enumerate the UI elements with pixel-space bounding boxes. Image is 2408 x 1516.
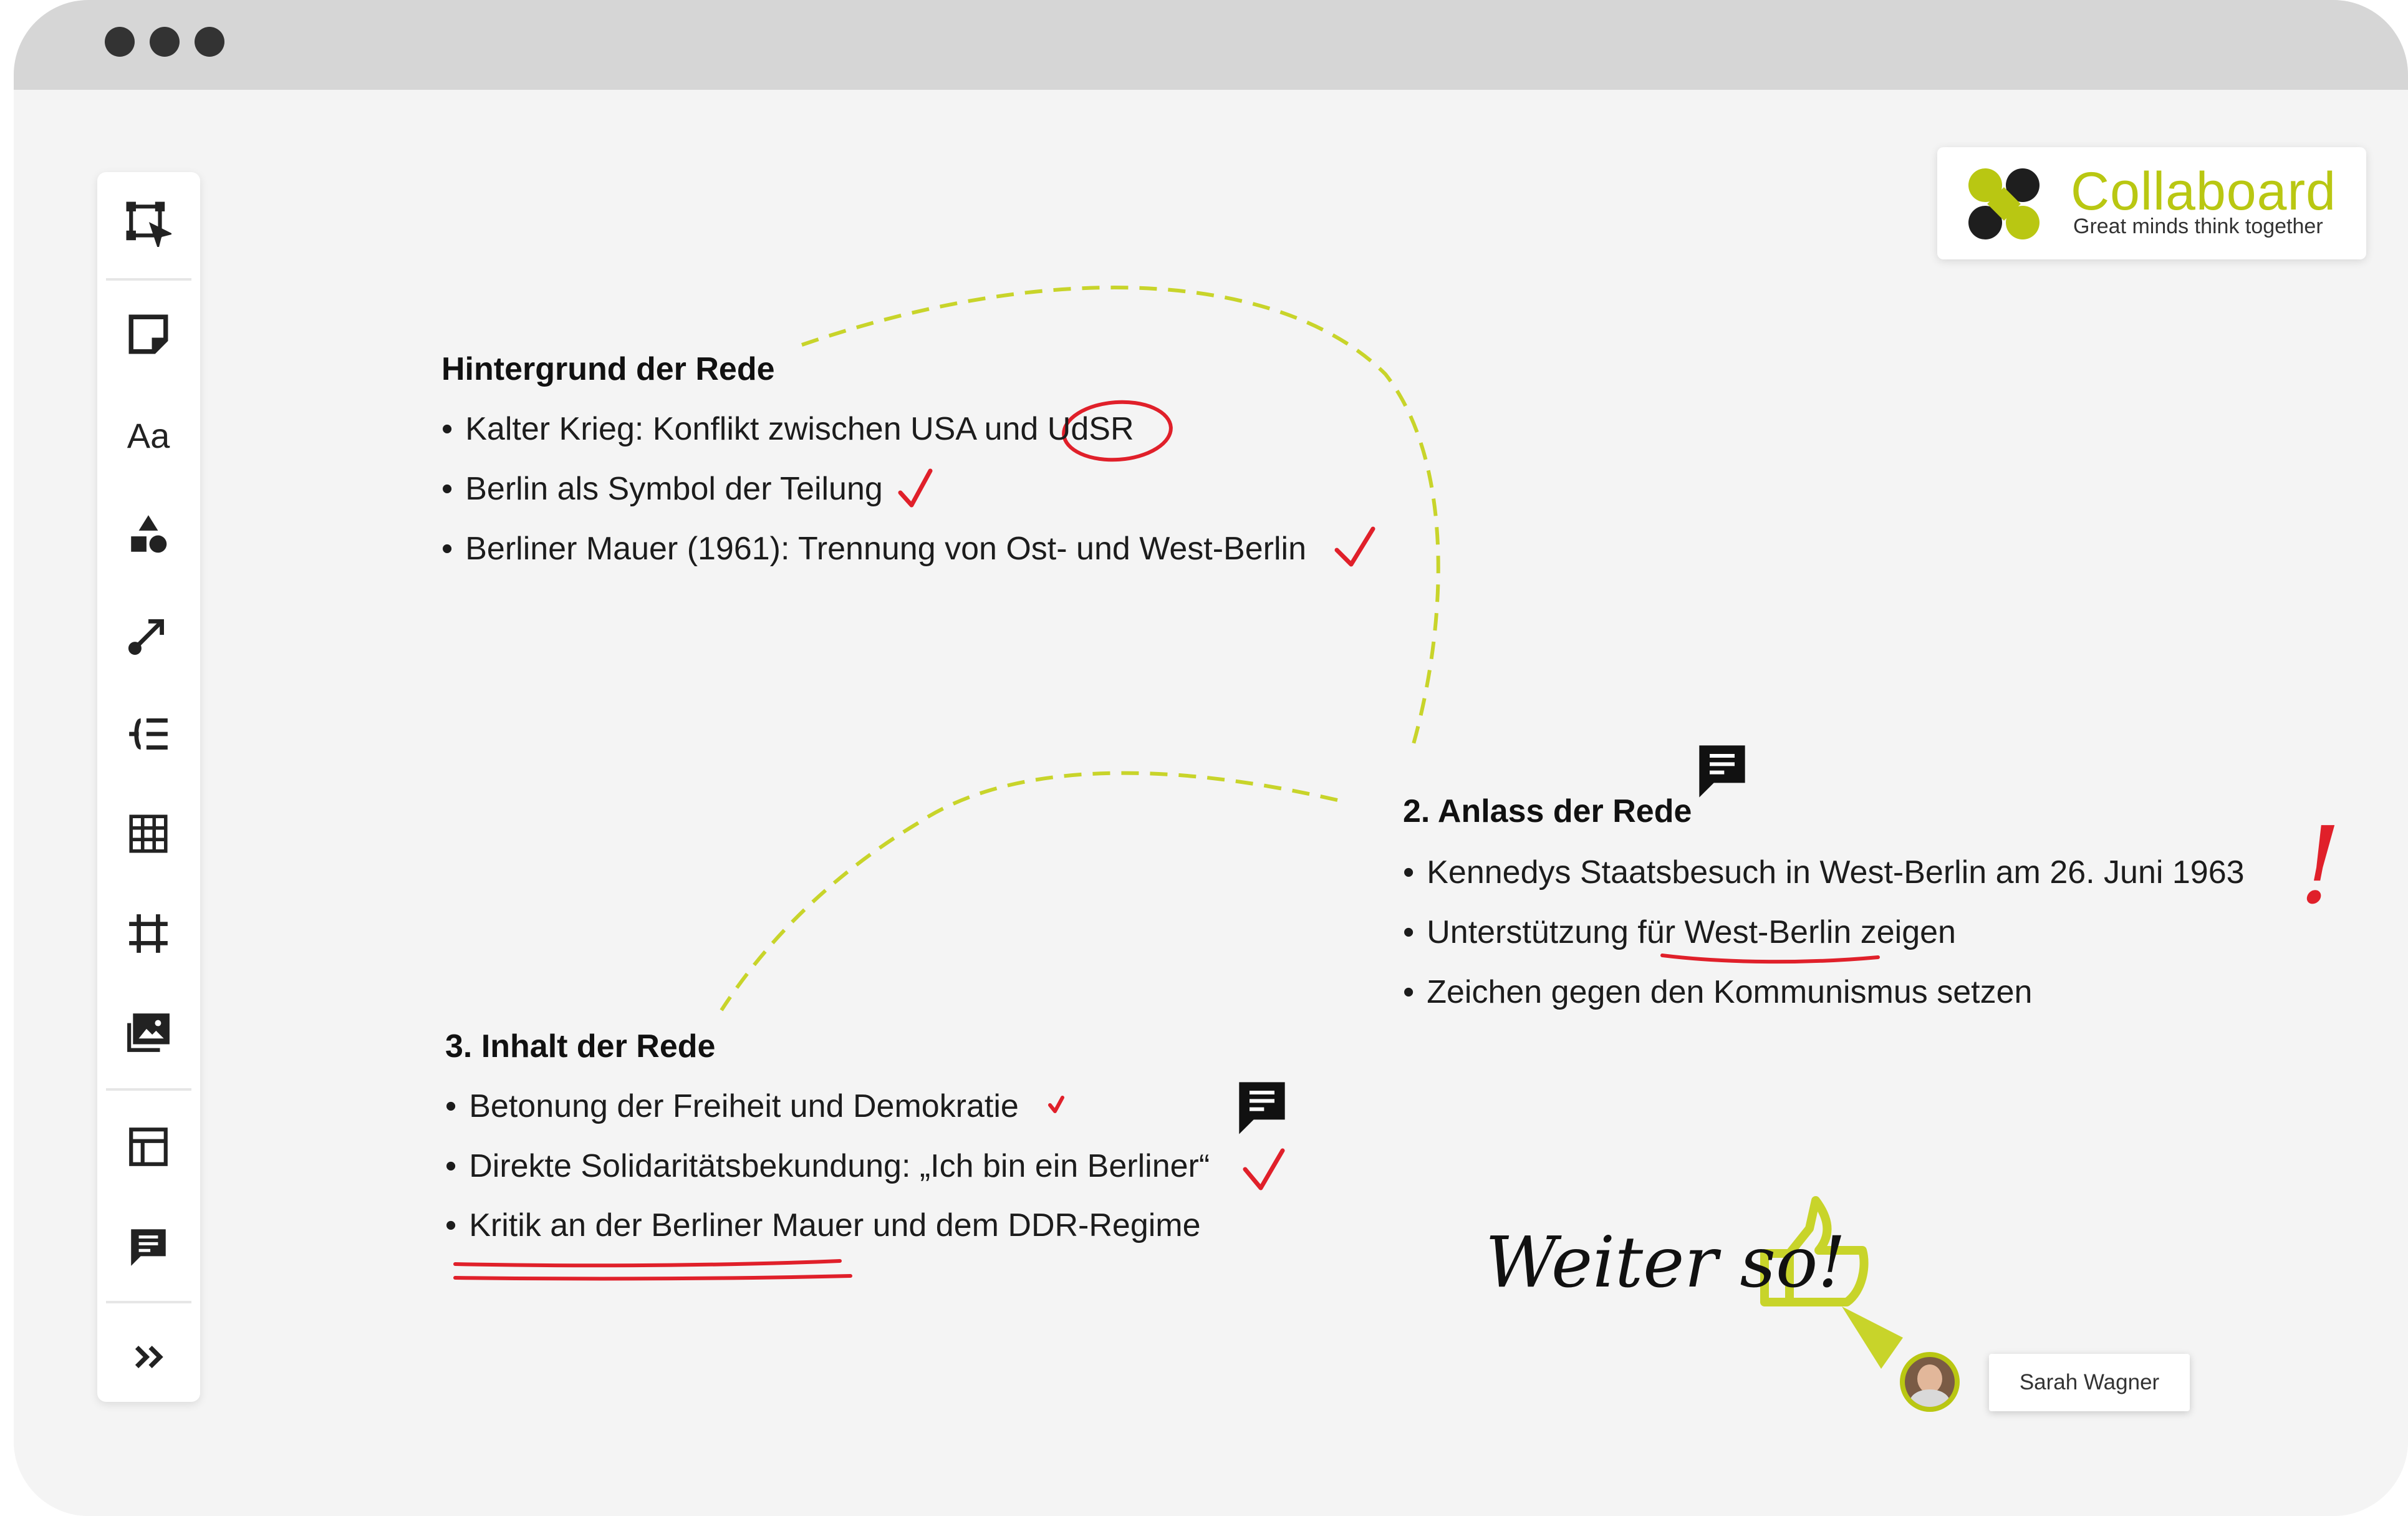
collaboard-logo-mark — [1967, 167, 2041, 241]
grid-icon — [125, 811, 171, 857]
list-item: • Direkte Solidaritätsbekundung: „Ich bin ein Berliner“ — [445, 1147, 1210, 1185]
shapes-icon — [125, 511, 171, 558]
list-item: • Berlin als Symbol der Teilung — [441, 470, 883, 508]
list-item: • Unterstützung für West-Berlin zeigen — [1403, 914, 1956, 951]
sticky-note-icon — [125, 311, 171, 357]
connector-tool[interactable] — [111, 597, 186, 672]
list-item: • Berliner Mauer (1961): Trennung von Ost- und West-Berlin — [441, 530, 1306, 567]
collaboard-logo — [1937, 147, 2366, 259]
frame-icon — [125, 910, 171, 957]
section-background[interactable] — [441, 350, 775, 388]
section-heading: 2. Anlass der Rede — [1403, 793, 1692, 829]
list-item: • Zeichen gegen den Kommunismus setzen — [1403, 973, 2032, 1011]
red-underline-section3-b — [455, 1276, 850, 1278]
red-underline-section3-a — [455, 1261, 840, 1265]
list-item: • Kennedys Staatsbesuch in West-Berlin am 26. Juni 1963 — [1403, 854, 2245, 891]
red-underline-section2 — [1662, 955, 1878, 962]
connector-1-to-2 — [802, 287, 1438, 748]
comment-icon — [125, 1224, 171, 1270]
comment-icon[interactable] — [1697, 743, 1747, 799]
connector-2-to-3 — [721, 773, 1337, 1010]
shapes-tool[interactable] — [111, 497, 186, 572]
toolbar-divider — [106, 1088, 191, 1091]
collaborator-name-tag — [1989, 1354, 2190, 1411]
red-exclamation-annotation: ! — [2299, 804, 2342, 928]
list-item: • Kritik an der Berliner Mauer und dem DDR-Regime — [445, 1207, 1201, 1244]
frame-tool[interactable] — [111, 896, 186, 971]
section-heading: Hintergrund der Rede — [441, 351, 775, 387]
red-check-4 — [1245, 1151, 1283, 1188]
list-item: • Betonung der Freiheit und Demokratie — [445, 1088, 1019, 1125]
toolbar-divider — [106, 278, 191, 281]
section-content[interactable] — [445, 1028, 715, 1065]
toolbar-divider — [106, 1301, 191, 1303]
browser-window — [14, 0, 2408, 1516]
select-frame-icon — [125, 201, 171, 247]
text-icon: Aa — [127, 415, 170, 455]
cursor-pointer-icon — [1842, 1306, 1903, 1369]
mindmap-icon — [125, 711, 171, 757]
mindmap-tool[interactable] — [111, 697, 186, 771]
comment-tool[interactable] — [111, 1209, 186, 1284]
layout-icon — [125, 1124, 171, 1170]
red-check-2 — [1337, 529, 1373, 564]
comment-icon[interactable] — [1237, 1080, 1287, 1136]
collaborator-name: Sarah Wagner — [2019, 1370, 2160, 1394]
select-tool[interactable] — [111, 186, 186, 261]
text-tool[interactable] — [111, 398, 186, 473]
image-icon — [125, 1010, 171, 1056]
double-chevron-right-icon — [125, 1334, 171, 1380]
list-item: • Kalter Krieg: Konflikt zwischen USA und UdSR — [441, 410, 1134, 448]
media-tool[interactable] — [111, 995, 186, 1070]
avatar — [1900, 1352, 1960, 1412]
red-check-1 — [900, 471, 930, 505]
red-check-3 — [1050, 1098, 1062, 1111]
template-tool[interactable] — [111, 1109, 186, 1184]
logo-wordmark: Collaboard — [2071, 162, 2336, 221]
table-tool[interactable] — [111, 796, 186, 871]
avatar-photo — [1905, 1357, 1955, 1407]
section-occasion[interactable] — [1403, 793, 1692, 830]
left-toolbar — [97, 172, 200, 1402]
handwritten-note[interactable]: Weiter so! — [1485, 1222, 1846, 1303]
logo-tagline: Great minds think together — [2073, 215, 2323, 238]
sticky-note-tool[interactable] — [111, 297, 186, 372]
expand-toolbar[interactable] — [111, 1320, 186, 1394]
arrow-icon — [125, 612, 171, 658]
section-heading: 3. Inhalt der Rede — [445, 1028, 716, 1065]
